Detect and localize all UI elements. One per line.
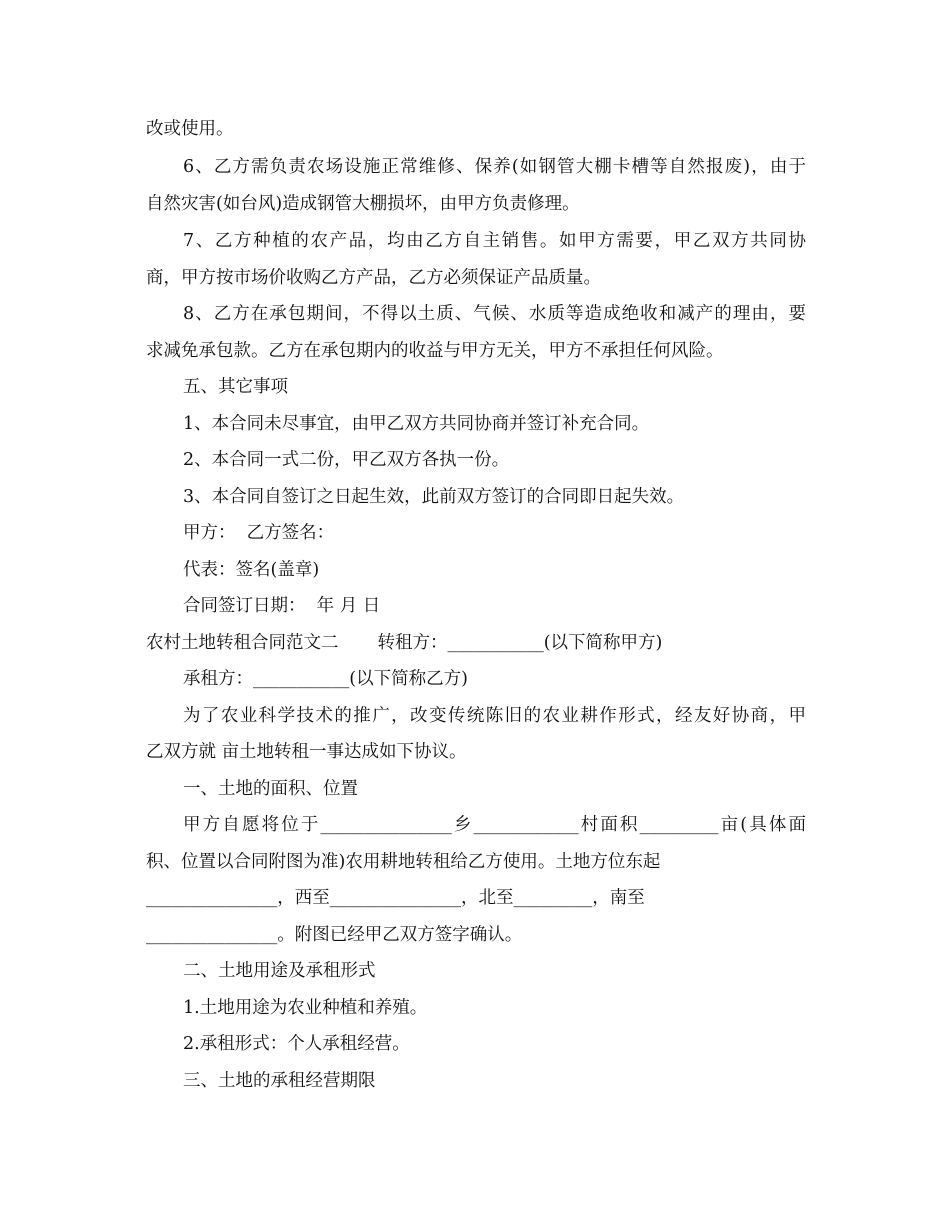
signature-line: 代表：签名(盖章) [183,560,320,580]
text-line: 2、本合同一式二份，甲乙双方各执一份。 [183,450,510,470]
section-heading: 五、其它事项 [183,377,288,397]
text-line: 商，甲方按市场价收购乙方产品，乙方必须保证产品质量。 [146,268,601,288]
text-line: 1.土地用途为农业种植和养殖。 [183,998,428,1018]
text-line: _______________，西至_______________，北至_________，南至 [146,888,645,908]
text-line: 积、位置以合同附图为准)农用耕地转租给乙方使用。土地方位东起 [146,852,661,872]
text-line: 改或使用。 [146,119,234,139]
text-line: 承租方：___________(以下简称乙方) [183,669,468,689]
contract-title-line: 农村土地转租合同范文二 转租方：___________(以下简称甲方) [146,633,663,653]
text-line: 8、乙方在承包期间，不得以土质、气候、水质等造成绝收和减产的理由，要 [183,304,806,324]
text-line: 为了农业科学技术的推广，改变传统陈旧的农业耕作形式，经友好协商，甲 [183,706,806,726]
text-line: 自然灾害(如台风)造成钢管大棚损坏，由甲方负责修理。 [146,194,580,214]
text-line: 甲方自愿将位于_______________乡____________村面积_________亩(具体面 [183,815,806,835]
text-line: 7、乙方种植的农产品，均由乙方自主销售。如甲方需要，甲乙双方共同协 [183,231,806,251]
text-line: 求减免承包款。乙方在承包期内的收益与甲方无关，甲方不承担任何风险。 [146,341,724,361]
text-line: 乙双方就 亩土地转租一事达成如下协议。 [146,742,467,762]
text-line: 1、本合同未尽事宜，由甲乙双方共同协商并签订补充合同。 [183,414,650,434]
text-line: 6、乙方需负责农场设施正常维修、保养(如钢管大棚卡槽等自然报废)，由于 [183,157,806,177]
section-heading: 一、土地的面积、位置 [183,779,358,799]
date-line: 合同签订日期： 年 月 日 [183,596,381,616]
text-line: 2.承租形式：个人承租经营。 [183,1034,410,1054]
signature-line: 甲方： 乙方签名： [183,523,335,543]
section-heading: 二、土地用途及承租形式 [183,961,376,981]
text-line: _______________。附图已经甲乙双方签字确认。 [146,925,523,945]
section-heading: 三、土地的承租经营期限 [183,1071,376,1091]
text-line: 3、本合同自签订之日起生效，此前双方签订的合同即日起失效。 [183,487,685,507]
